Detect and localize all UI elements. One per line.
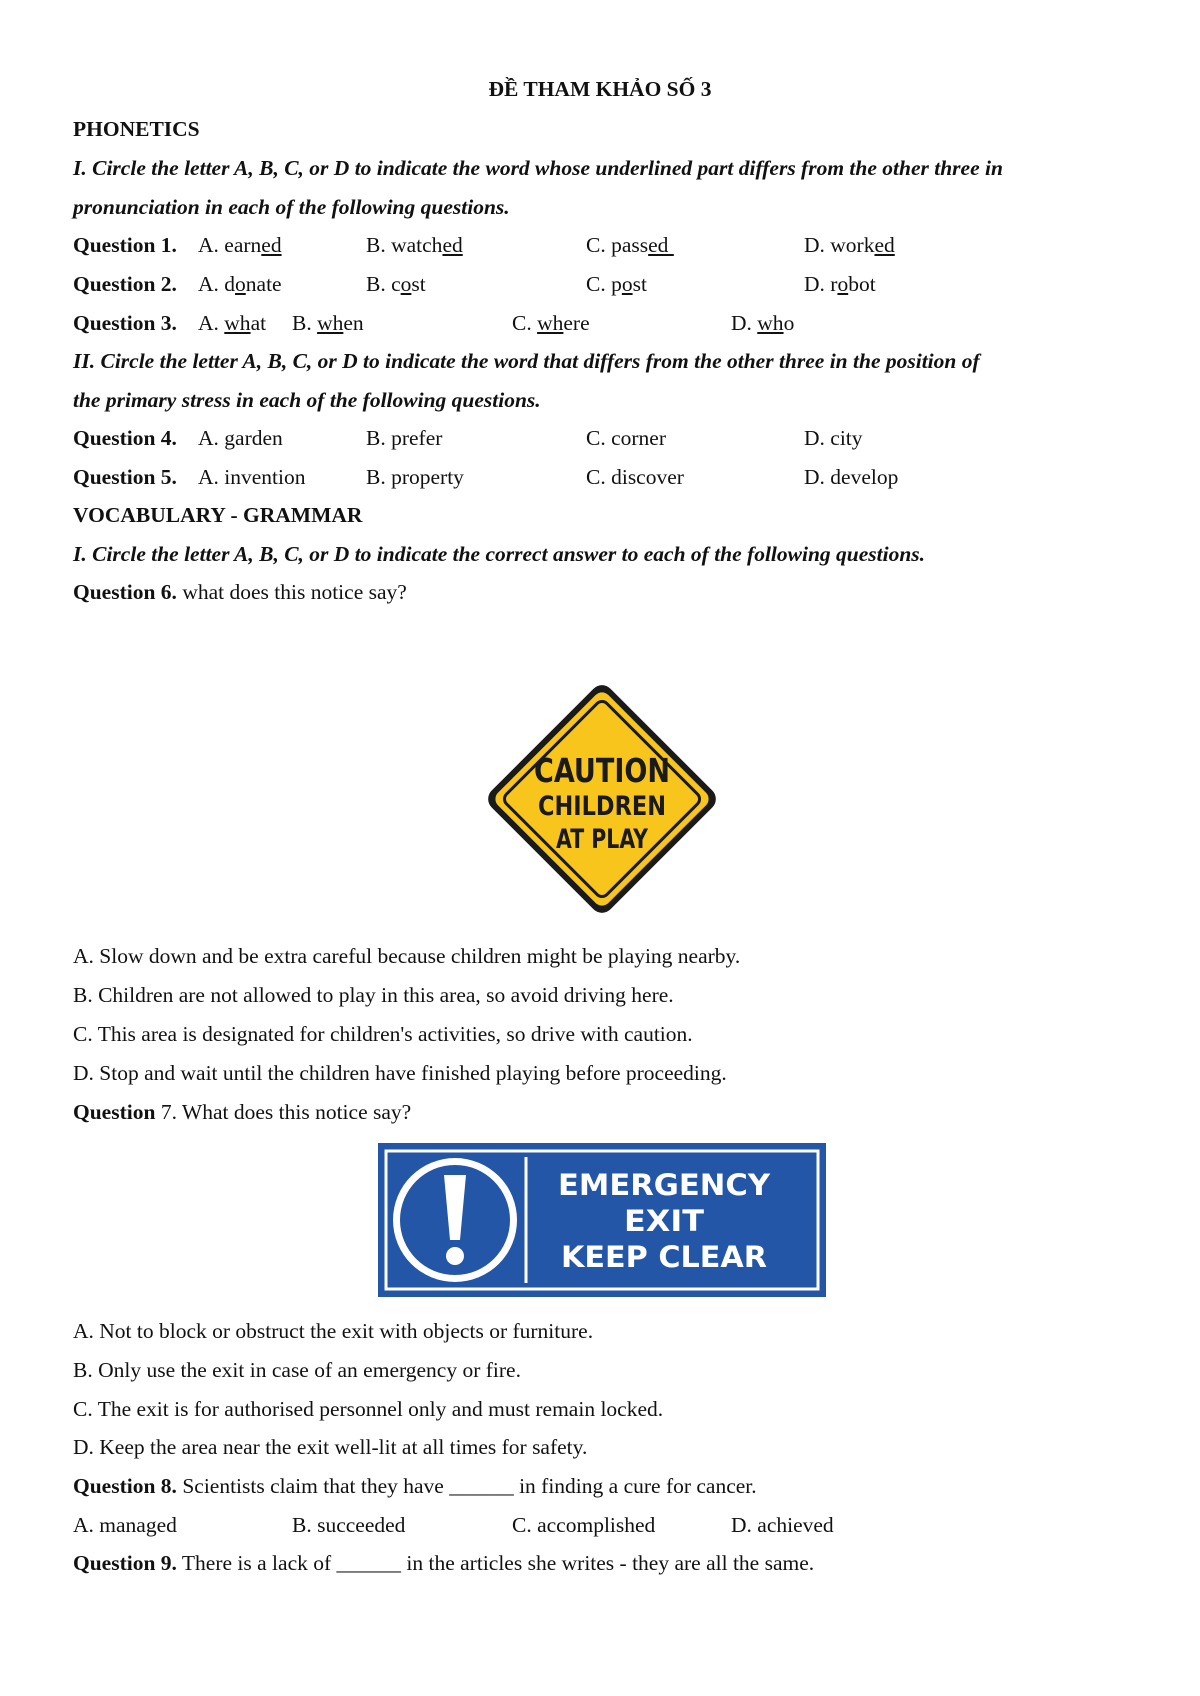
option-b[interactable]: B. property (366, 465, 464, 489)
question-stem: Question 8. Scientists claim that they have ______ in finding a cure for cancer. (73, 1474, 757, 1498)
option-d[interactable]: D. who (731, 311, 795, 335)
emergency-exit-sign-image (378, 1143, 826, 1297)
option-b[interactable]: B. Children are not allowed to play in this area, so avoid driving here. (73, 983, 674, 1007)
option-d[interactable]: D. Stop and wait until the children have finished playing before proceeding. (73, 1061, 727, 1085)
option-b[interactable]: B. prefer (366, 426, 443, 450)
sign-line-1: CAUTION (534, 751, 670, 790)
option-a[interactable]: A. what (198, 311, 267, 335)
instruction-pronunciation: I. Circle the letter A, B, C, or D to indicate the word whose underlined part differs from the other three in (73, 156, 1003, 180)
option-d[interactable]: D. Keep the area near the exit well-lit at all times for safety. (73, 1435, 588, 1459)
option-a[interactable]: A. Slow down and be extra careful because children might be playing nearby. (73, 944, 741, 968)
option-d[interactable]: D. robot (804, 272, 876, 296)
option-c[interactable]: C. The exit is for authorised personnel only and must remain locked. (73, 1397, 664, 1421)
option-c[interactable]: C. post (586, 272, 647, 296)
option-b[interactable]: B. succeeded (292, 1513, 406, 1537)
question-label: Question 5. (73, 465, 177, 489)
option-c[interactable]: C. where (512, 311, 590, 335)
option-d[interactable]: D. city (804, 426, 863, 450)
option-b[interactable]: B. watched (366, 233, 463, 257)
option-d[interactable]: D. worked (804, 233, 895, 257)
option-a[interactable]: A. Not to block or obstruct the exit with objects or furniture. (73, 1319, 594, 1343)
question-stem: Question 7. What does this notice say? (73, 1100, 412, 1124)
question-label: Question 4. (73, 426, 177, 450)
caution-sign-image (476, 673, 728, 925)
option-c[interactable]: C. passed (586, 233, 674, 257)
question-stem: Question 6. what does this notice say? (73, 580, 407, 604)
instruction-stress-cont: the primary stress in each of the following questions. (73, 388, 541, 412)
question-label: Question 3. (73, 311, 177, 335)
question-label: Question 1. (73, 233, 177, 257)
section-heading-vocabulary: VOCABULARY - GRAMMAR (73, 503, 363, 527)
option-a[interactable]: A. invention (198, 465, 306, 489)
question-label: Question 6. (73, 580, 177, 604)
emergency-exit-sign-graphic (378, 1143, 826, 1297)
option-a[interactable]: A. donate (198, 272, 282, 296)
option-a[interactable]: A. garden (198, 426, 283, 450)
question-stem: Question 9. There is a lack of ______ in the articles she writes - they are all the same. (73, 1551, 815, 1575)
option-a[interactable]: A. managed (73, 1513, 177, 1537)
option-a[interactable]: A. earned (198, 233, 282, 257)
question-label: Question 9. (73, 1551, 177, 1575)
sign-line-2: CHILDREN (538, 791, 666, 822)
option-c[interactable]: C. discover (586, 465, 684, 489)
section-heading-phonetics: PHONETICS (73, 117, 200, 141)
option-b[interactable]: B. Only use the exit in case of an emergency or fire. (73, 1358, 521, 1382)
document-title: ĐỀ THAM KHẢO SỐ 3 (488, 77, 712, 101)
sign-line-3: KEEP CLEAR (561, 1240, 767, 1274)
exclamation-dot (446, 1247, 464, 1265)
caution-sign-graphic (476, 673, 728, 925)
option-c[interactable]: C. This area is designated for children's activities, so drive with caution. (73, 1022, 693, 1046)
option-c[interactable]: C. accomplished (512, 1513, 656, 1537)
option-b[interactable]: B. when (292, 311, 364, 335)
question-label: Question 2. (73, 272, 177, 296)
option-d[interactable]: D. achieved (731, 1513, 834, 1537)
instruction-pronunciation-cont: pronunciation in each of the following questions. (73, 195, 510, 219)
option-d[interactable]: D. develop (804, 465, 899, 489)
option-b[interactable]: B. cost (366, 272, 426, 296)
instruction-stress: II. Circle the letter A, B, C, or D to indicate the word that differs from the other three in the position of (73, 349, 980, 373)
sign-line-1: EMERGENCY (558, 1168, 772, 1202)
question-label: Question (73, 1100, 156, 1124)
sign-line-2: EXIT (624, 1204, 705, 1238)
sign-line-3: AT PLAY (556, 824, 649, 855)
question-label: Question 8. (73, 1474, 177, 1498)
instruction-vocabulary: I. Circle the letter A, B, C, or D to indicate the correct answer to each of the following questions. (73, 542, 926, 566)
option-c[interactable]: C. corner (586, 426, 666, 450)
